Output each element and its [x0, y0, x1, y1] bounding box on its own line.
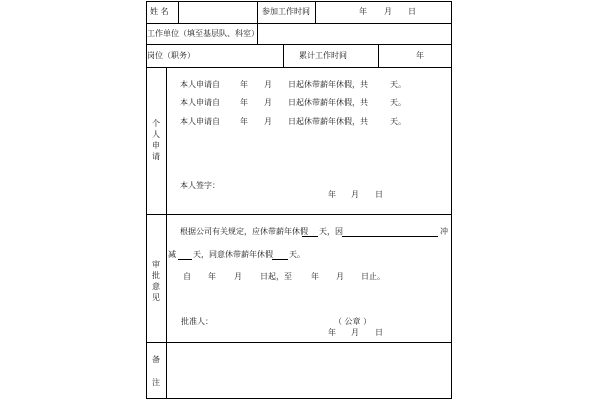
signature-date-month: 月 [351, 190, 359, 199]
signature-date-year: 年 [328, 190, 336, 199]
name-field[interactable] [180, 3, 256, 21]
approval-text-1b: 天，因 [319, 227, 343, 236]
approval-date-day: 日 [375, 328, 383, 337]
approval-section-label: 审 批 意 见 [152, 260, 160, 302]
approval-text-2c: 天。 [289, 250, 305, 259]
join-year-unit: 年 [359, 7, 367, 16]
border-right [451, 1, 452, 399]
join-month-unit: 月 [384, 7, 392, 16]
work-unit-field[interactable] [259, 25, 449, 42]
approval-text-1a: 根据公司有关规定，应休带薪年休假 [180, 227, 308, 236]
label-column-divider [166, 67, 167, 399]
join-date-label: 参加工作时间 [262, 7, 310, 16]
total-work-year-unit: 年 [416, 51, 424, 60]
signature-date-day: 日 [375, 190, 383, 199]
signature-label: 本人签字： [180, 181, 220, 190]
cell-divider [257, 1, 258, 23]
cell-divider [178, 1, 179, 23]
row-rule [146, 342, 452, 343]
deduct-days-blank[interactable] [178, 259, 192, 260]
row-rule [146, 67, 452, 68]
approval-days-blank[interactable] [302, 236, 318, 237]
approval-reason-blank[interactable] [342, 236, 438, 237]
row-rule [146, 23, 452, 24]
row-rule [146, 398, 452, 399]
company-seal-label: （ 公章 ） [334, 317, 372, 326]
approval-date-month: 月 [351, 328, 359, 337]
approved-days-blank[interactable] [272, 259, 288, 260]
cell-divider [315, 1, 316, 23]
approval-date-year: 年 [328, 328, 336, 337]
remarks-section-label: 备 注 [152, 355, 160, 387]
join-day-unit: 日 [408, 7, 416, 16]
approver-label: 批准人： [181, 317, 213, 326]
row-rule [146, 44, 452, 45]
personal-section-label: 个 人 申 请 [152, 119, 160, 161]
post-label: 岗位（职务） [147, 51, 195, 60]
remarks-field[interactable] [168, 344, 450, 396]
work-unit-label: 工作单位（填至基层队、科室） [147, 29, 259, 38]
approval-text-1c: 冲 [440, 227, 448, 236]
approval-text-2b: 天，同意休带薪年休假 [193, 250, 273, 259]
row-rule [146, 214, 452, 215]
leave-application-form: 姓 名 参加工作时间 年 月 日 工作单位（填至基层队、科室） 岗位（职务） 累计工作时间 年 个 人 申 请 本人申请自 年 月 日起休带薪年休假，共 天。 本人申请自 年 月 日起休带薪年休假，共 天。 本人申请自 年 月 日起休带薪年休假，共 天。 本人签字： 年 月 日 审 批 意 见 根据公司有关规定，应休带薪年休假 天，因 冲 减 天，同意休带薪年休假 天。 自 年 月 日起，至 年 月 日止。 批准人： （ 公章 ） 年 月 日 备 注 [146, 0, 452, 400]
cell-divider [283, 44, 284, 67]
name-label: 姓 名 [150, 7, 169, 16]
row-rule [146, 1, 452, 2]
total-work-label: 累计工作时间 [299, 51, 347, 60]
cell-divider [378, 44, 379, 67]
approval-text-2a: 减 [168, 250, 176, 259]
